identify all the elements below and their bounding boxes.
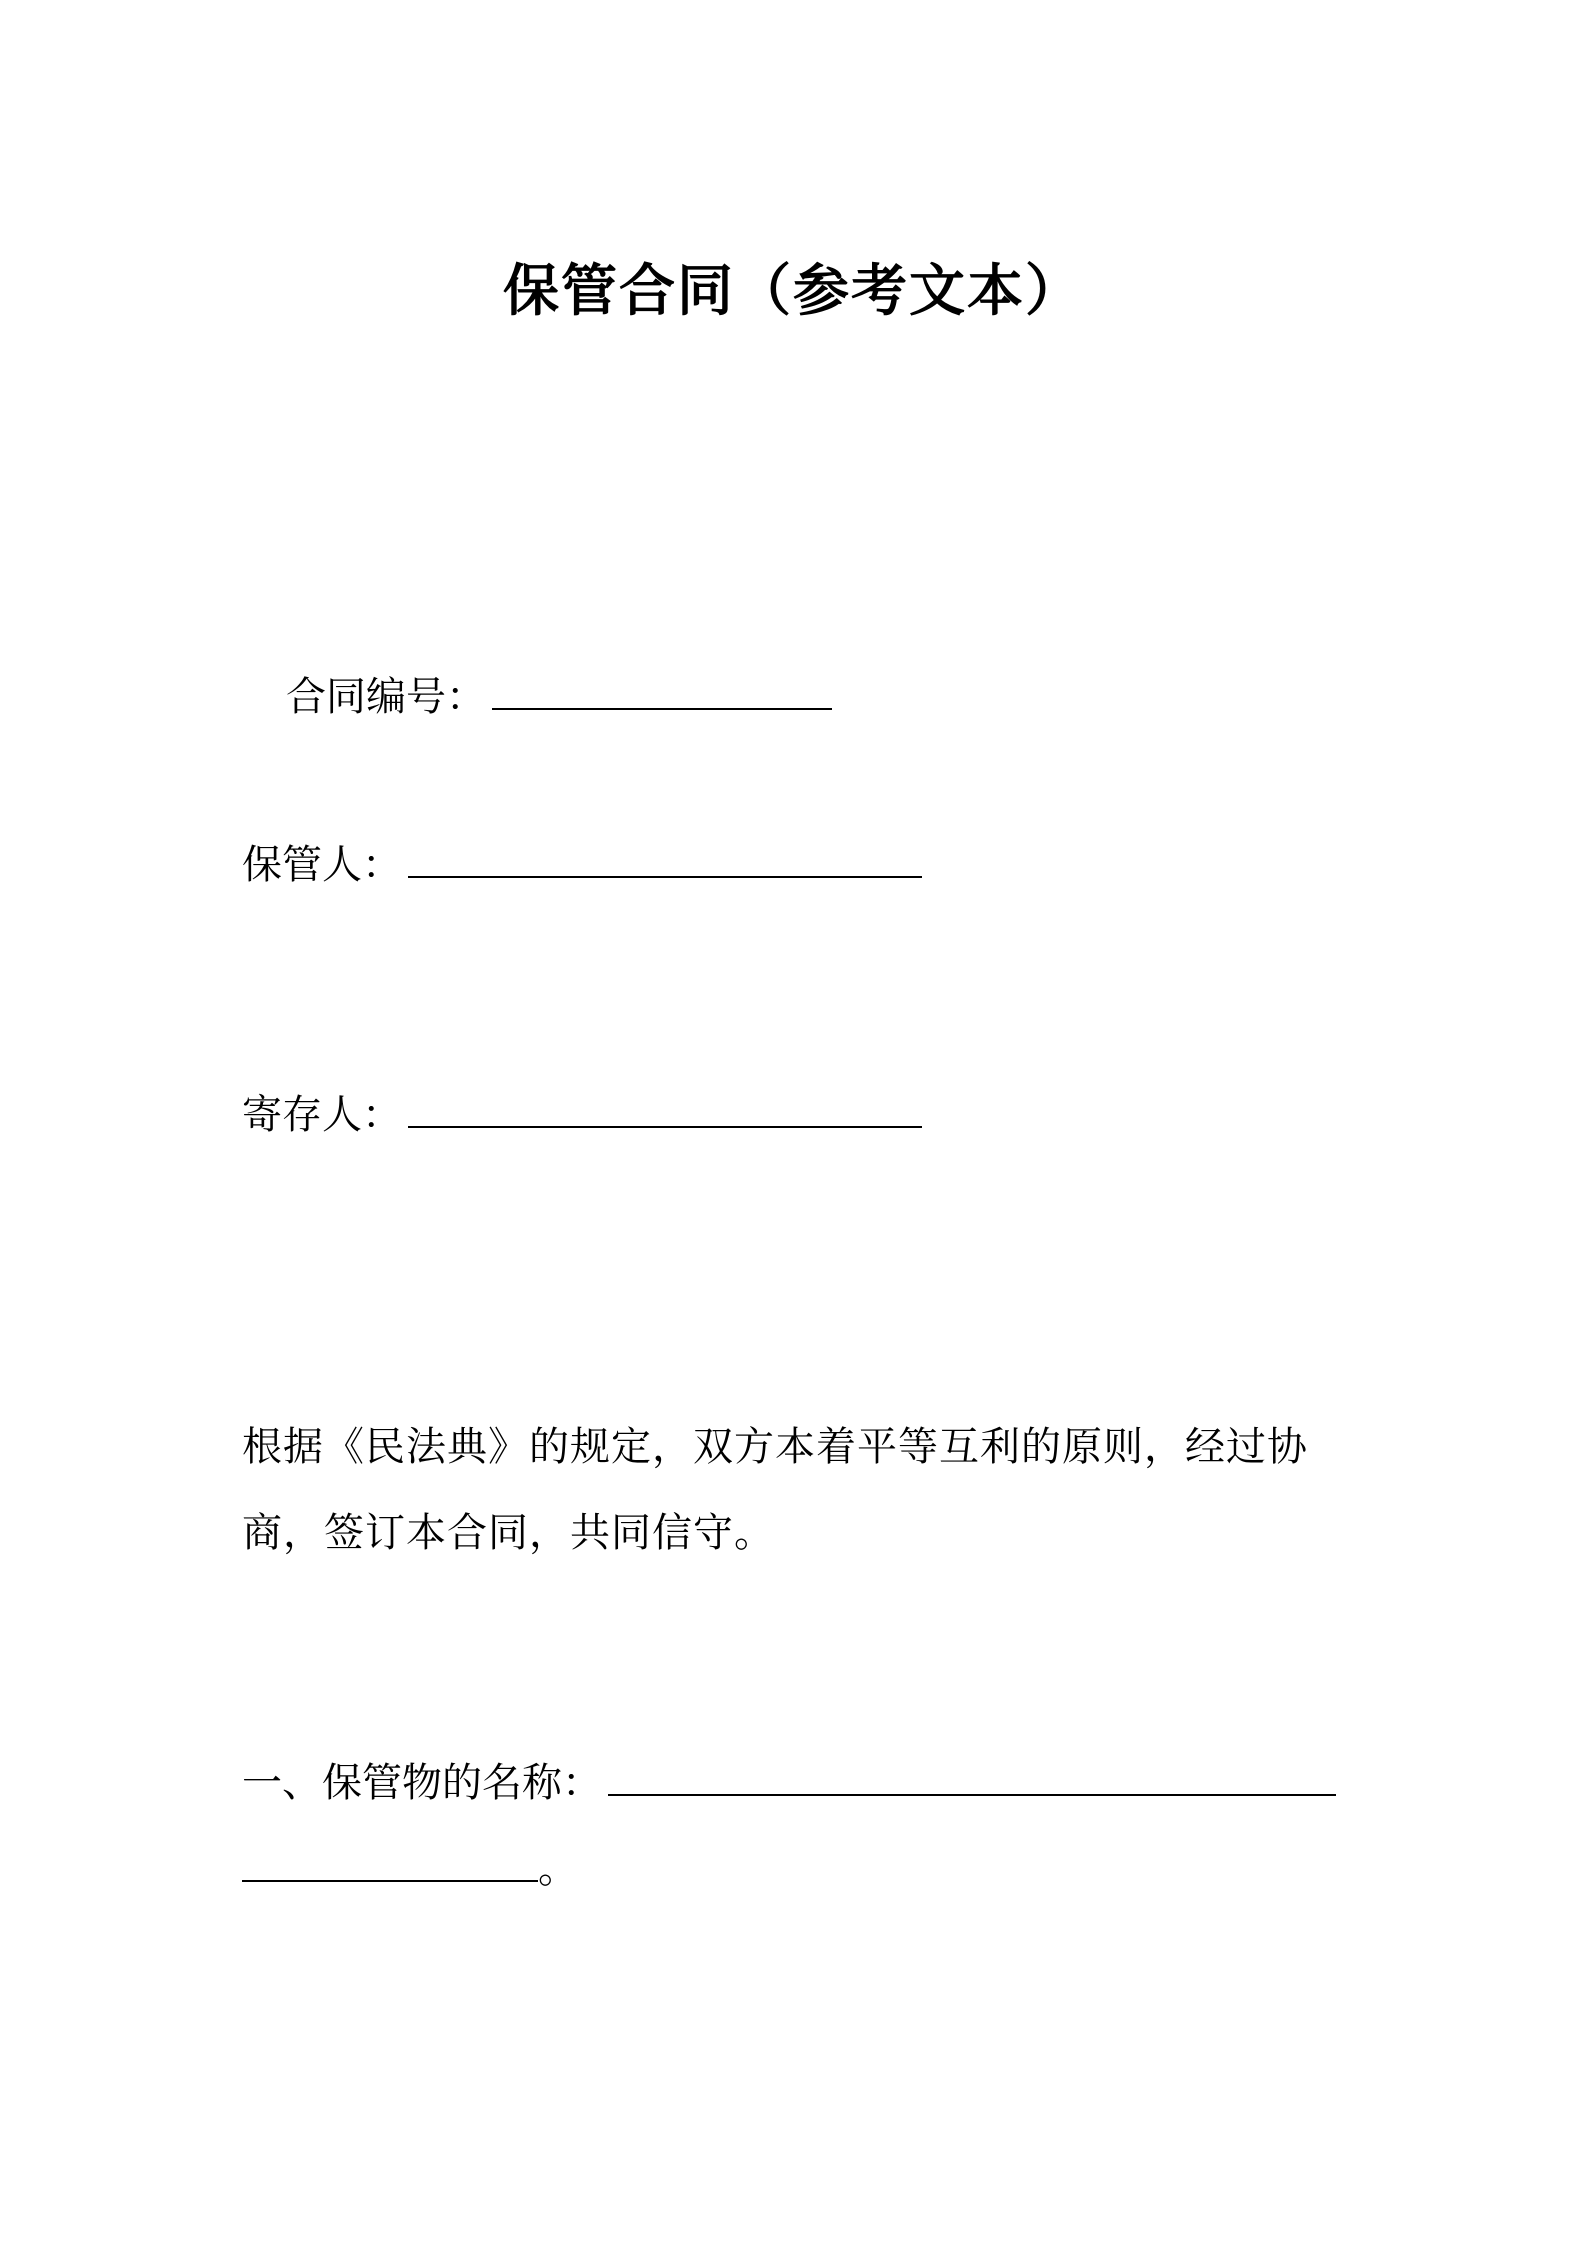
document-title: 保管合同（参考文本）	[503, 259, 1083, 324]
preamble-line-1: 根据《民法典》的规定，双方本着平等互利的原则，经过协	[242, 1424, 1308, 1470]
preamble-paragraph	[242, 1404, 1362, 1576]
contract-number-row	[286, 666, 832, 727]
section-1-blank-1[interactable]	[608, 1752, 1336, 1796]
section-1-label: 一、保管物的名称：	[242, 1760, 602, 1806]
depositor-row	[242, 1084, 922, 1145]
section-1-continuation	[242, 1838, 578, 1899]
section-1-row	[242, 1752, 1336, 1813]
custodian-blank[interactable]	[408, 834, 922, 878]
depositor-blank[interactable]	[408, 1084, 922, 1128]
custodian-label: 保管人：	[242, 842, 402, 888]
section-1-end: 。	[538, 1846, 578, 1892]
custodian-row	[242, 834, 922, 895]
preamble-line-2: 商，签订本合同，共同信守。	[242, 1510, 775, 1556]
depositor-label: 寄存人：	[242, 1092, 402, 1138]
contract-number-blank[interactable]	[492, 666, 832, 710]
contract-number-label: 合同编号：	[286, 674, 486, 720]
section-1-blank-2[interactable]	[242, 1838, 538, 1882]
